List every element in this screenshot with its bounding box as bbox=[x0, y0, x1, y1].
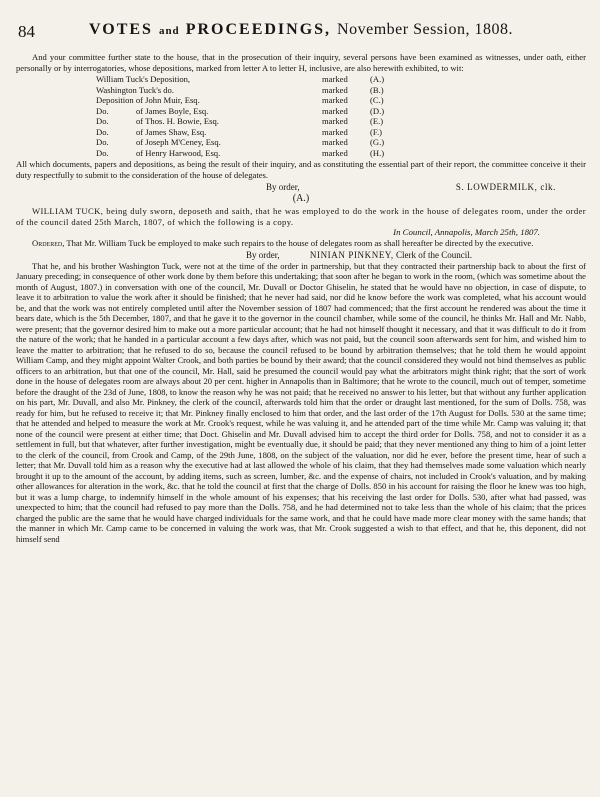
exhibit-marked: marked bbox=[322, 84, 348, 95]
deposition-intro: WILLIAM TUCK, being duly sworn, deposeth and saith, that he was employed to do the work in the house of delegates room, under the order of the council dated 25th March, 1807, of which the following is a copy. bbox=[16, 206, 586, 227]
exhibit-letter: (H.) bbox=[370, 147, 385, 158]
deposition-paragraph: That he, and his brother Washington Tuck, were not at the time of the order in partnership, but that they contracted their partnership back to about the first of January preceding; in consequence of other work done by them before this undertaking; that soon after he began to work in the room, (which was sometime about the month of August, 1807.) in conversation with one of the council, Mr. Duvall or Doctor Ghiselin, he stated that he would have no objection, in case of dispute, to leave it to arbitration to value the work after it should be finished; that he never had said, nor did he know before the work was completed, what his account would be, and that the work was not entirely completed until after the November session of 1807 had commenced; that the first account he rendered was about the time it bears date, which is the 5th December, 1807, and that he gave it to the governor in the council chamber, while some of the council, he thinks Mr. Hall and Mr. Nabb, were present; that the governor desired him to make out a more particular account; that he had not himself thought it necessary, and that it was difficult to do it from the nature of the work; that he handed in a particular account a few days after, which was not paid, but the council soon afterwards sent for him, and wished him to leave the matter to arbitration; that he refused to do so, because the council refused to be bound by arbitration themselves; that he told them he would appoint William Camp, and they might appoint Walter Crook, and both parties be bound by their award; that the council considered they would not bind themselves as public officers to an arbitration, but that one of the council, Mr. Hall, said he presumed the council would pay what the arbitrators might think right; that the sort of work done in the house of delegates room are always about 20 per cent. higher in Annapolis than in Baltimore; that he wrote to the council, much out of temper, sometime before the draught of the 23d of June, 1808, to know the reason why he was not paid; that he received no answer to his letter, but that without any further application on his part, Mr. Duvall, and also Mr. Pinkney, the clerk of the council, afterwards told him that the order or draught last mentioned, for the sum of Dolls. 758, was ready for him, but he refused to receive it; that Mr. Pinkney finally enclosed to him that order, and the last order of the 17th August for Dolls. 530 at the same time; that he attended and helped to measure the work at Mr. Crook's request, while he was valuing it, and he attended part of the time while Mr. Camp was valuing it; that none of the council were present at either time; that Doct. Ghiselin and Mr. Duvall advised him to accept the third order for Dolls. 758, and not to consider it as a settlement in full, but that whatever, after further investigation, might be eventually due, it should be paid; that they never mentioned any thing to him of a joint letter to the clerk of the council, from Crook and Camp, of the 29th June, 1808, on the subject of the valuation, nor did he ever, before the present time, hear of such a letter; that Mr. Duvall told him as a reason why the executive had at last allowed the whole of his claim, that they had themselves made some valuation which nearly brought it up to the amount of the account, by adding items, such as screen, lumber, &c. and the expense of chairs, not included in Crook's valuation, and by making other allowances for alteration in the work, &c. that he told the council at first that the charge of Dolls. 850 in his account for raising the floor he knew was too high, but it was a lump charge, to indemnify himself in the whole amount of his expenses; that his receiving the last order for Dolls. 530, after what had passed, was unexpected to him; that the council had refused to pay more than the Dolls. 758, and he had determined not to take less than the whole of his claim; that the prices charged the public are the same that he would have charged individuals for the same work, and that he could have made more clear money with the same hands; that the manner in which Mr. Camp came to be concerned in valuing the work was, that Mr. Crook suggested a wish to that effect, and that he, this deponent, did not himself send bbox=[16, 260, 586, 544]
title-and: and bbox=[158, 25, 180, 37]
exhibit-letter: (G.) bbox=[370, 137, 385, 147]
exhibit-row bbox=[96, 137, 586, 148]
exhibit-marked: marked bbox=[322, 147, 348, 158]
exhibit-letter: (D.) bbox=[370, 105, 385, 116]
exhibit-marked: marked bbox=[322, 126, 348, 137]
exhibit-prefix: Do. bbox=[96, 105, 109, 116]
exhibit-row bbox=[96, 85, 586, 96]
by-order-label: By order, bbox=[246, 249, 280, 260]
intro-paragraph: And your committee further state to the house, that in the prosecution of their inquiry, several persons have been examined as witnesses, under oath, either personally or by interrogatories, whose depositions, marked from letter A to letter H, inclusive, are also herewith exhibited, to wit: bbox=[16, 52, 586, 73]
title-proceedings: PROCEEDINGS, bbox=[185, 21, 332, 38]
exhibit-letter: (B.) bbox=[370, 84, 384, 95]
exhibit-row bbox=[96, 116, 586, 127]
exhibit-name: of Thos. H. Bowie, Esq. bbox=[136, 116, 219, 126]
exhibit-marked: marked bbox=[322, 137, 348, 147]
conclusion-paragraph: All which documents, papers and depositions, as being the result of their inquiry, and as constituting the essential part of their report, the committee conceive it their duty respectfully to submit to the consideration of the house of delegates. bbox=[16, 159, 586, 180]
exhibit-letter: (E.) bbox=[370, 116, 384, 126]
page-number: 84 bbox=[18, 22, 35, 41]
exhibit-letter: (F.) bbox=[370, 126, 382, 137]
signature-block-2 bbox=[246, 250, 586, 260]
council-clerk-name: NINIAN PINKNEY, bbox=[309, 249, 394, 260]
exhibit-name: Deposition of John Muir, Esq. bbox=[96, 95, 200, 105]
signature-block bbox=[16, 182, 586, 192]
ordered-text: That Mr. William Tuck be employed to make such repairs to the house of delegates room as shall hereafter be directed by the executive. bbox=[66, 238, 534, 248]
exhibit-marked: marked bbox=[322, 105, 348, 116]
exhibit-prefix: Do. bbox=[96, 116, 109, 126]
council-clerk-title: Clerk of the Council. bbox=[395, 249, 472, 260]
exhibit-row bbox=[96, 148, 586, 159]
exhibit-row bbox=[96, 95, 586, 106]
exhibit-name: William Tuck's Deposition, bbox=[96, 74, 191, 84]
exhibit-row bbox=[96, 127, 586, 138]
section-heading: (A.) bbox=[292, 193, 310, 204]
exhibit-row bbox=[96, 106, 586, 117]
title-votes: VOTES bbox=[89, 21, 153, 38]
deposition-body bbox=[16, 261, 586, 545]
clerk-signature: S. LOWDERMILK, clk. bbox=[455, 182, 556, 192]
exhibit-name: of James Shaw, Esq. bbox=[136, 126, 207, 137]
exhibit-letter: (C.) bbox=[370, 95, 384, 105]
ordered-paragraph bbox=[16, 238, 586, 249]
exhibit-list bbox=[96, 74, 586, 158]
running-title bbox=[16, 21, 586, 39]
by-order-label: By order, bbox=[266, 182, 300, 192]
exhibit-marked: marked bbox=[322, 74, 348, 84]
exhibit-row bbox=[96, 74, 586, 85]
ordered-word: Ordered, bbox=[32, 238, 65, 248]
exhibit-marked: marked bbox=[322, 95, 348, 105]
exhibit-name: of Henry Harwood, Esq. bbox=[136, 147, 221, 158]
exhibit-prefix: Do. bbox=[96, 147, 109, 158]
exhibit-name: of Joseph M'Ceney, Esq. bbox=[136, 137, 221, 147]
council-dateline: In Council, Annapolis, March 25th, 1807. bbox=[393, 227, 540, 237]
exhibit-letter: (A.) bbox=[370, 74, 385, 84]
exhibit-prefix: Do. bbox=[96, 137, 109, 147]
session-label: November Session, 1808. bbox=[337, 21, 513, 38]
exhibit-name: of James Boyle, Esq. bbox=[136, 105, 209, 116]
exhibit-name: Washington Tuck's do. bbox=[96, 84, 174, 95]
exhibit-marked: marked bbox=[322, 116, 348, 126]
exhibit-prefix: Do. bbox=[96, 126, 109, 137]
running-header bbox=[16, 18, 586, 52]
